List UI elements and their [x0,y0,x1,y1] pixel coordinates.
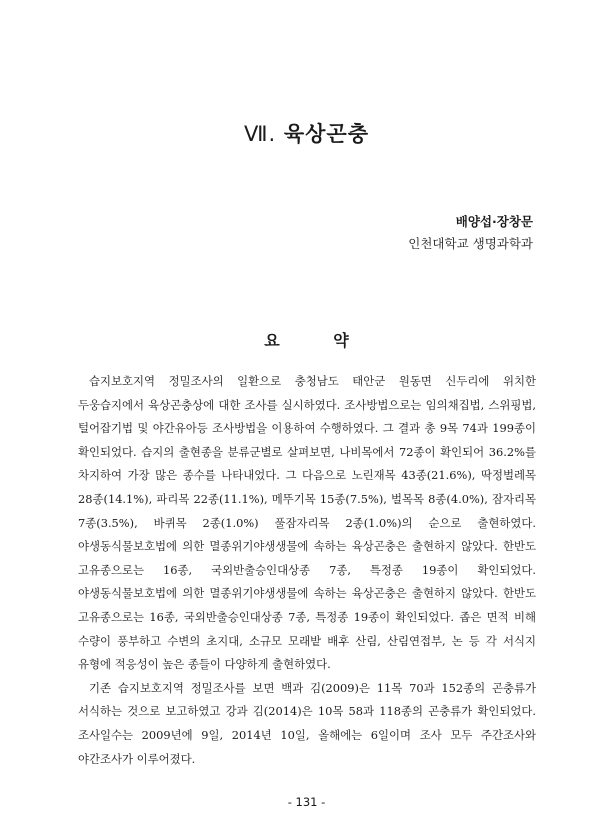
summary-body [78,370,536,771]
summary-paragraph-2: 기존 습지보호지역 정밀조사를 보면 백과 김(2009)은 11목 70과 152종의 곤충류가 서식하는 것으로 보고하였고 강과 김(2014)은 10목 58과 118종의 곤충류가 확인되었다. 조사일수는 2009년에 9일, 2014년 10일, 올해에는 6일이며 조사 모두 주간조사와 야간조사가 이루어졌다. [78,680,536,766]
summary-heading: 요 약 [264,331,373,350]
chapter-name: 육상곤충 [283,122,370,146]
page-number: - 131 - [287,795,326,809]
summary-paragraph-1: 습지보호지역 정밀조사의 일환으로 충청남도 태안군 원동면 신두리에 위치한 두웅습지에서 육상곤충상에 대한 조사를 실시하였다. 조사방법으로는 임의채집법, 스위핑법, 털어잡기법 및 야간유아등 조사방법을 이용하여 수행하였다. 그 결과 총 9목 74과 199종이 확인되었다. 습지의 출현종을 분류군별로 살펴보면, 나비목에서 72종이 확인되어 36.2%를 차지하여 가장 많은 종수를 나타내었다. 그 다음으로 노린재목 43종(21.6%), 딱정벌레목 28종(14.1%), 파리목 22종(11.1%), 메뚜기목 15종(7.5%), 벌목목 8종(4.0%), 잠자리목 7종(3.5%), 바퀴목 2종(1.0%) 풀잠자리목 2종(1.0%)의 순으로 출현하였다. 야생동식물보호법에 의한 멸종위기야생생물에 속하는 육상곤충은 출현하지 않았다. 한반도 고유종으로는 16종, 국외반출승인대상종 7종, 특정종 19종이 확인되었다. 야생동식물보호법에 의한 멸종위기야생생물에 속하는 육상곤충은 출현하지 않았다. 한반도 고유종으로는 16종, 국외반출승인대상종 7종, 특정종 19종이 확인되었다. 좁은 면적 비해 수량이 풍부하고 수변의 초지대, 소규모 모래밭 배후 산림, 산림연접부, 논 등 각 서식지 유형에 적응성이 높은 종들이 다양하게 출현하였다. [78,374,536,672]
authors: 배양섭·장창문 [455,214,533,229]
chapter-title [0,118,613,148]
chapter-number: Ⅶ. [243,122,277,146]
affiliation: 인천대학교 생명과학과 [408,236,533,251]
